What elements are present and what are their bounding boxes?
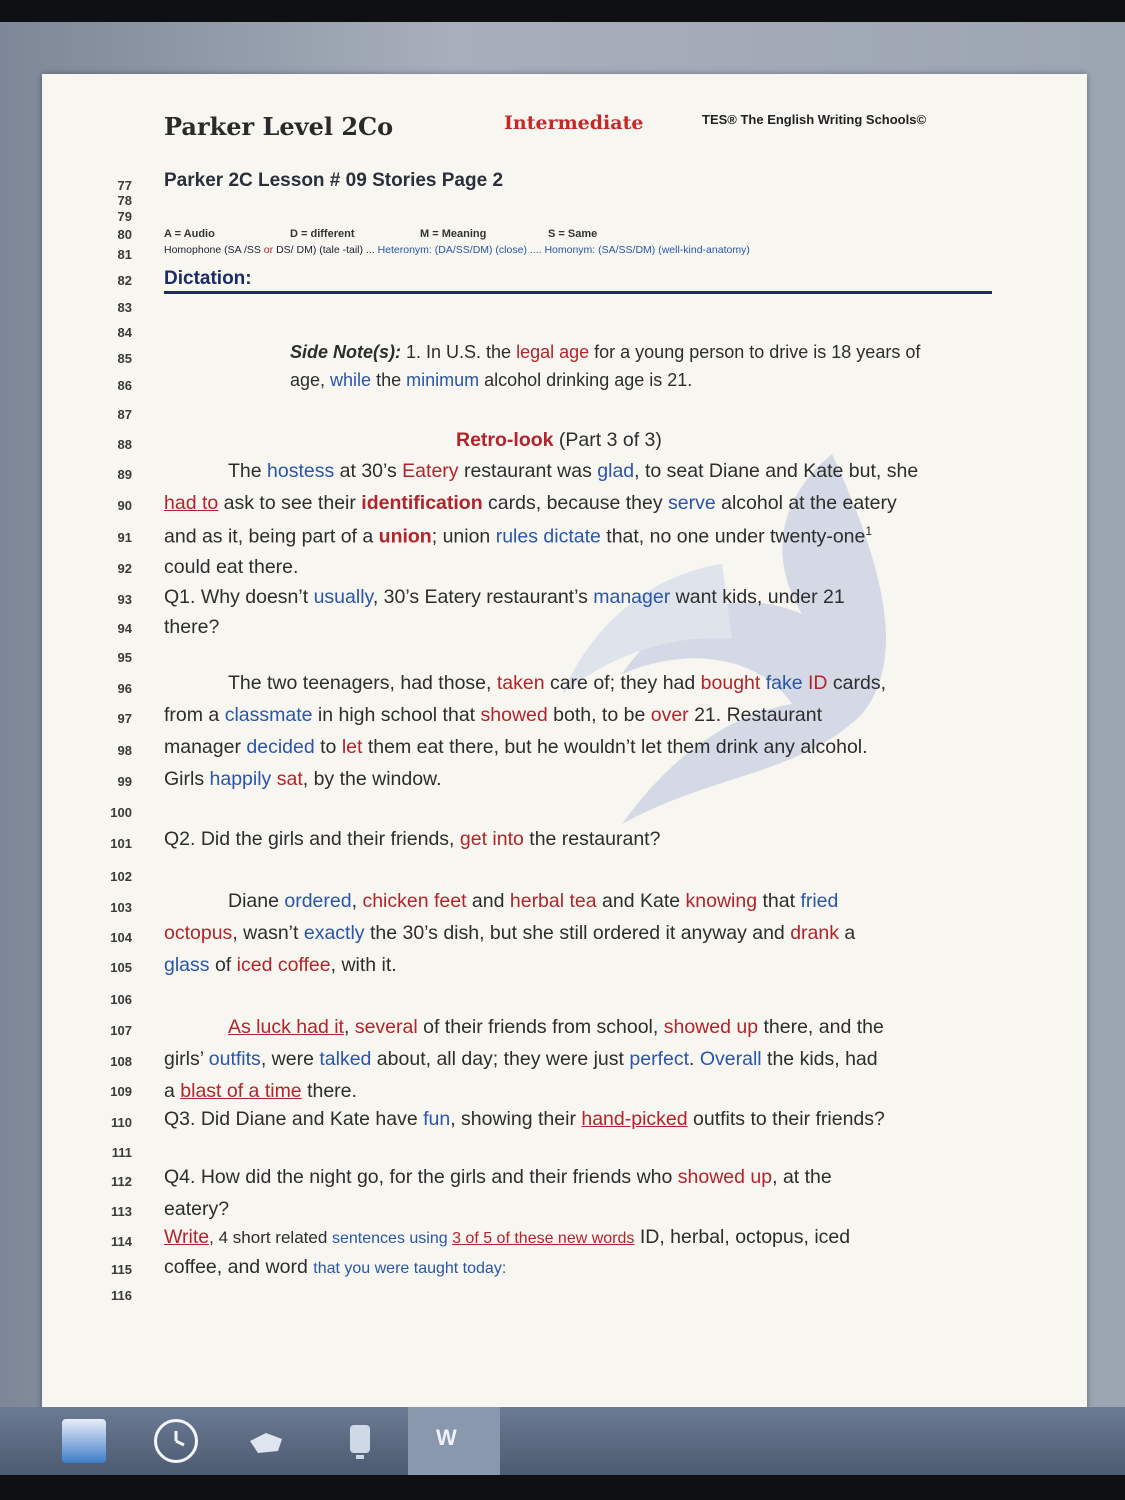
vocab-word: talked bbox=[319, 1048, 372, 1070]
hand-shape bbox=[244, 1419, 288, 1463]
text-run: Q1. Why doesn’t bbox=[164, 586, 314, 608]
text-run: Q3. Did Diane and Kate have bbox=[164, 1108, 424, 1130]
line-number: 89 bbox=[117, 467, 132, 482]
text-run: that, no one under twenty-one bbox=[600, 525, 866, 548]
line-number: 104 bbox=[110, 930, 132, 945]
text-run: in high school that bbox=[312, 704, 481, 726]
line-number: 101 bbox=[110, 836, 132, 851]
text-run: The bbox=[228, 460, 268, 482]
vocab-word: ID bbox=[808, 672, 828, 694]
vocab-word: Eatery bbox=[402, 460, 459, 482]
header-level-badge: Intermediate bbox=[504, 112, 644, 134]
vocab-phrase: As luck had it bbox=[228, 1016, 344, 1038]
text-run: , at the bbox=[772, 1166, 832, 1188]
text-run: , by the window. bbox=[302, 768, 442, 790]
taskbar bbox=[0, 1407, 1125, 1475]
line-number: 102 bbox=[110, 869, 132, 884]
vocab-phrase: hand-picked bbox=[581, 1108, 688, 1130]
vocab-word: bought bbox=[700, 672, 761, 694]
vocab-phrase: had to bbox=[164, 492, 219, 514]
text-run: , with it. bbox=[330, 954, 397, 976]
line-number: 114 bbox=[111, 1234, 132, 1249]
vocab-word: showed bbox=[480, 704, 548, 726]
side-note-label: Side Note(s): bbox=[290, 342, 402, 362]
header-school-name: TES® The English Writing Schools© bbox=[702, 112, 927, 127]
text-run: girls’ bbox=[164, 1048, 209, 1070]
vocab-word: exactly bbox=[303, 922, 365, 944]
text-run: that bbox=[757, 890, 801, 912]
vocab-word: Overall bbox=[699, 1048, 762, 1070]
text-run: , bbox=[351, 890, 363, 912]
text-run: ID, herbal, octopus, iced bbox=[634, 1226, 851, 1248]
text-run: , 30’s Eatery restaurant’s bbox=[372, 586, 594, 608]
text-run: , bbox=[343, 1016, 355, 1038]
clock-hands bbox=[157, 1422, 195, 1460]
vocab-word: minimum bbox=[406, 370, 480, 390]
vocab-word: Write bbox=[164, 1226, 210, 1248]
text-run: The two teenagers, had those, bbox=[228, 672, 497, 694]
text-run: there, and the bbox=[758, 1016, 884, 1038]
line-number: 103 bbox=[110, 900, 132, 915]
text-run: Diane bbox=[228, 890, 285, 912]
header-level-title: Parker Level 2Co bbox=[164, 112, 394, 141]
homophone-a: Homophone (SA /SS bbox=[164, 244, 261, 256]
vocab-word: legal age bbox=[516, 342, 590, 362]
vocab-word: manager bbox=[593, 586, 671, 608]
vocab-word: ordered bbox=[284, 890, 352, 912]
text-run: Q4. How did the night go, for the girls and their friends who bbox=[164, 1166, 678, 1188]
hand-cursor-icon[interactable] bbox=[244, 1419, 288, 1463]
clock-icon[interactable] bbox=[154, 1419, 198, 1463]
text-run: there. bbox=[301, 1080, 357, 1102]
text-run: a bbox=[164, 1080, 181, 1102]
line-number: 96 bbox=[117, 681, 132, 696]
line-number: 84 bbox=[117, 325, 132, 340]
text-run: the 30’s dish, but she still ordered it anyway and bbox=[364, 922, 791, 944]
line-number: 92 bbox=[117, 561, 132, 576]
text-run: , to seat Diane and Kate but, she bbox=[634, 460, 919, 482]
lesson-title: Parker 2C Lesson # 09 Stories Page 2 bbox=[164, 170, 504, 191]
line-number: 97 bbox=[117, 711, 132, 726]
story-line bbox=[164, 1048, 878, 1071]
vocab-word: sat bbox=[276, 768, 303, 790]
line-number: 87 bbox=[117, 407, 132, 422]
question-line: eatery? bbox=[164, 1198, 230, 1220]
text-run: for a young person to drive is 18 years of bbox=[589, 342, 921, 362]
line-number: 94 bbox=[117, 621, 132, 636]
vocab-phrase: blast of a time bbox=[180, 1080, 302, 1102]
text-run: the kids, had bbox=[761, 1048, 878, 1070]
text-run: both, to be bbox=[547, 704, 651, 726]
document-page[interactable] bbox=[42, 74, 1087, 1426]
heading-rule bbox=[164, 291, 992, 294]
line-number: 98 bbox=[117, 743, 132, 758]
vocab-word: glass bbox=[164, 954, 210, 976]
question-line bbox=[164, 586, 845, 609]
text-run: 1. In U.S. the bbox=[401, 342, 517, 362]
line-number: 88 bbox=[117, 437, 132, 452]
homophone-c: DS/ DM) (tale -tail) ... bbox=[276, 244, 378, 256]
homophone-b: or bbox=[260, 244, 277, 256]
vocab-word: while bbox=[330, 370, 372, 390]
line-number: 100 bbox=[110, 805, 132, 820]
story-line bbox=[228, 890, 838, 913]
line-number: 115 bbox=[111, 1262, 132, 1277]
story-line bbox=[164, 768, 441, 791]
text-run: coffee, and word bbox=[164, 1256, 314, 1278]
story-line bbox=[228, 1016, 884, 1039]
vocab-word: drank bbox=[790, 922, 839, 944]
text-run: care of; they had bbox=[544, 672, 701, 694]
text-run: of bbox=[209, 954, 237, 976]
story-line bbox=[164, 524, 872, 549]
vocab-phrase: herbal tea bbox=[509, 890, 597, 912]
vocab-word: knowing bbox=[685, 890, 758, 912]
line-number: 113 bbox=[111, 1204, 132, 1219]
vocab-word: happily bbox=[209, 768, 272, 790]
footnote-marker: 1 bbox=[865, 524, 873, 538]
legend-same: S = Same bbox=[548, 228, 598, 240]
text-run: about, all day; they were just bbox=[371, 1048, 630, 1070]
vocab-word: rules bbox=[495, 525, 538, 548]
text-run: cards, bbox=[827, 672, 887, 694]
legend bbox=[164, 228, 1004, 242]
monitor-top-bezel bbox=[0, 0, 1125, 22]
text-run: and bbox=[466, 890, 510, 912]
recorder-icon[interactable] bbox=[338, 1419, 382, 1463]
text-run: that you were taught today: bbox=[313, 1260, 507, 1277]
story-title-part: (Part 3 of 3) bbox=[553, 429, 662, 451]
text-run: a bbox=[838, 922, 856, 944]
line-number: 109 bbox=[110, 1084, 132, 1099]
text-run: 21. Restaurant bbox=[688, 704, 822, 726]
word-icon: W bbox=[436, 1425, 457, 1450]
line-number: 105 bbox=[110, 960, 132, 975]
text-run: want kids, under 21 bbox=[670, 586, 845, 608]
side-note-line-2 bbox=[290, 370, 692, 391]
text-run: the restaurant? bbox=[523, 828, 661, 850]
story-line bbox=[164, 954, 397, 977]
line-number: 91 bbox=[117, 530, 132, 545]
vocab-word: fake bbox=[765, 672, 803, 694]
text-run: them eat there, but he wouldn’t let them drink any alcohol. bbox=[362, 736, 868, 758]
vocab-word: fun bbox=[423, 1108, 451, 1130]
line-number: 85 bbox=[117, 351, 132, 366]
vocab-word: outfits bbox=[208, 1048, 261, 1070]
vocab-word: serve bbox=[668, 492, 716, 514]
vocab-word: perfect bbox=[629, 1048, 689, 1070]
text-run: and as it, being part of a bbox=[164, 525, 379, 548]
line-number: 108 bbox=[110, 1054, 132, 1069]
vocab-phrase: showed up bbox=[663, 1016, 759, 1038]
line-number: 111 bbox=[111, 1145, 132, 1160]
line-number: 116 bbox=[111, 1288, 132, 1303]
text-run: age, bbox=[290, 370, 331, 390]
text-run: of their friends from school, bbox=[417, 1016, 664, 1038]
story-line bbox=[228, 672, 886, 695]
text-run: to bbox=[314, 736, 342, 758]
writing-task-line bbox=[164, 1226, 850, 1249]
recorder-shape bbox=[338, 1419, 382, 1463]
legend-meaning: M = Meaning bbox=[420, 228, 487, 240]
question-line: there? bbox=[164, 616, 220, 638]
text-run: sentences using bbox=[332, 1230, 453, 1247]
story-line bbox=[164, 492, 897, 515]
text-run: Q2. Did the girls and their friends, bbox=[164, 828, 460, 850]
text-run: alcohol drinking age is 21. bbox=[479, 370, 693, 390]
vocab-word: several bbox=[354, 1016, 418, 1038]
line-number: 82 bbox=[117, 273, 132, 288]
vocab-phrase: showed up bbox=[677, 1166, 773, 1188]
question-line bbox=[164, 1108, 885, 1131]
question-line bbox=[164, 828, 660, 851]
line-number: 90 bbox=[117, 498, 132, 513]
story-line bbox=[164, 922, 855, 945]
text-run: ; union bbox=[431, 525, 496, 548]
vocab-word: decided bbox=[246, 736, 315, 758]
text-run: , 4 short related bbox=[209, 1228, 332, 1247]
vocab-word: usually bbox=[313, 586, 373, 608]
text-run: manager bbox=[164, 736, 247, 758]
text-run: cards, because they bbox=[482, 492, 668, 514]
text-run: outfits to their friends? bbox=[687, 1108, 885, 1130]
line-number: 107 bbox=[110, 1023, 132, 1038]
word-taskbar-button[interactable] bbox=[408, 1407, 500, 1475]
text-run: 3 of 5 of these new words bbox=[452, 1230, 635, 1247]
side-note-line-1 bbox=[290, 342, 920, 363]
vocab-word: union bbox=[378, 525, 432, 548]
vocab-word: taken bbox=[496, 672, 545, 694]
text-run: Girls bbox=[164, 768, 210, 790]
vocab-word: over bbox=[650, 704, 689, 726]
story-line bbox=[228, 460, 918, 483]
homophone-legend bbox=[164, 244, 750, 256]
question-line bbox=[164, 1166, 832, 1189]
text-run: from a bbox=[164, 704, 225, 726]
line-number: 106 bbox=[110, 992, 132, 1007]
story-line bbox=[164, 704, 822, 727]
story-title-main: Retro-look bbox=[456, 429, 554, 451]
dictation-heading: Dictation: bbox=[164, 268, 252, 289]
text-run: ask to see their bbox=[218, 492, 362, 514]
story-title bbox=[456, 429, 662, 452]
text-run: , showing their bbox=[450, 1108, 582, 1130]
story-line bbox=[164, 736, 868, 759]
text-run: and Kate bbox=[596, 890, 686, 912]
line-number: 110 bbox=[111, 1115, 132, 1130]
line-number: 95 bbox=[117, 650, 132, 665]
line-number: 86 bbox=[117, 378, 132, 393]
text-run: , were bbox=[260, 1048, 320, 1070]
story-line bbox=[164, 1080, 357, 1103]
vocab-word: glad bbox=[597, 460, 635, 482]
vocab-phrase: chicken feet bbox=[362, 890, 467, 912]
desktop bbox=[0, 22, 1125, 1407]
text-run: restaurant was bbox=[458, 460, 598, 482]
text-run: the bbox=[371, 370, 407, 390]
vocab-word: hostess bbox=[267, 460, 335, 482]
line-number: 81 bbox=[117, 247, 132, 262]
vocab-word: octopus bbox=[164, 922, 233, 944]
line-number: 78 bbox=[117, 193, 132, 208]
line-number: 77 bbox=[117, 178, 132, 193]
calendar-app-icon[interactable] bbox=[62, 1419, 106, 1463]
vocab-word: let bbox=[341, 736, 363, 758]
line-number: 79 bbox=[117, 209, 132, 224]
text-run: , wasn’t bbox=[232, 922, 304, 944]
vocab-word: fried bbox=[800, 890, 839, 912]
story-line: could eat there. bbox=[164, 556, 299, 578]
vocab-word: identification bbox=[361, 492, 483, 514]
monitor-bottom-bezel bbox=[0, 1475, 1125, 1500]
line-number: 112 bbox=[111, 1174, 132, 1189]
text-run: at 30’s bbox=[334, 460, 403, 482]
vocab-phrase: iced coffee bbox=[236, 954, 331, 976]
homophone-d: Heteronym: (DA/SS/DM) (close) .... Homonym: (SA/SS/DM) (well-kind-anatomy) bbox=[377, 244, 750, 256]
line-number: 99 bbox=[117, 774, 132, 789]
vocab-word: dictate bbox=[543, 525, 601, 548]
line-number: 93 bbox=[117, 592, 132, 607]
legend-different: D = different bbox=[290, 228, 355, 240]
writing-task-line bbox=[164, 1256, 506, 1279]
line-number: 83 bbox=[117, 300, 132, 315]
text-run: . bbox=[689, 1048, 700, 1070]
vocab-word: classmate bbox=[224, 704, 313, 726]
text-run: alcohol at the eatery bbox=[715, 492, 897, 514]
line-number: 80 bbox=[117, 227, 132, 242]
vocab-phrase: get into bbox=[459, 828, 524, 850]
legend-audio: A = Audio bbox=[164, 228, 215, 240]
